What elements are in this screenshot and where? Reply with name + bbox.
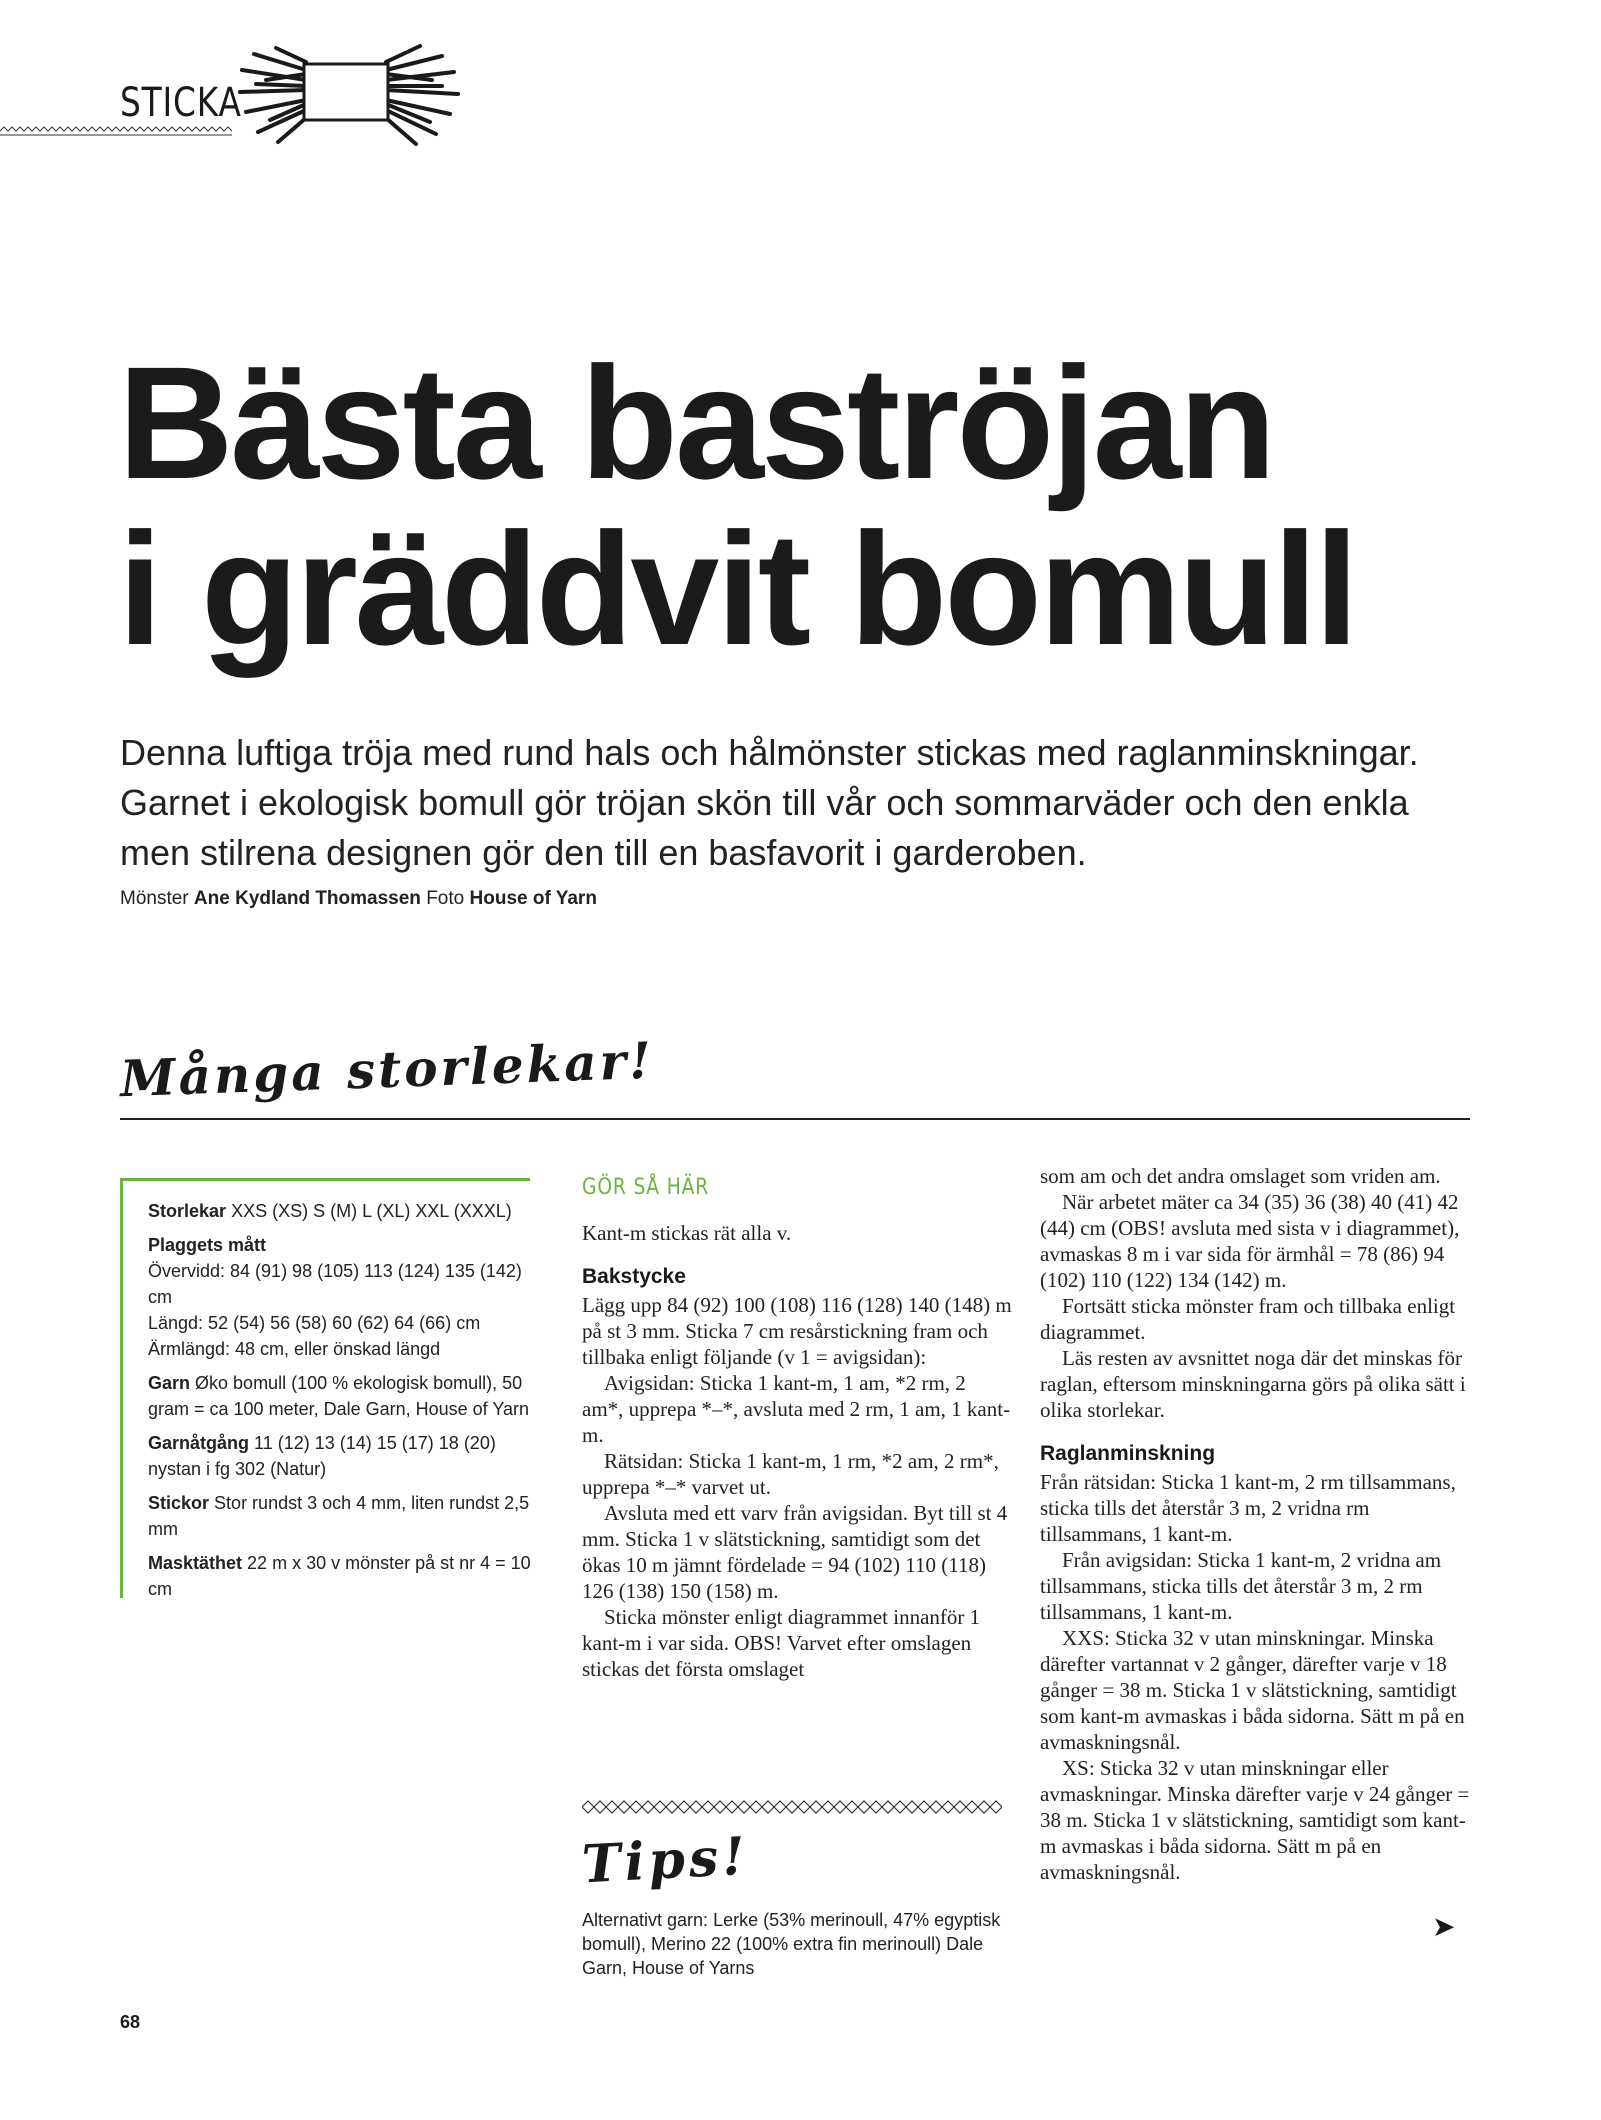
fact-label: Garn xyxy=(148,1373,191,1393)
fact-value: Øko bomull (100 % ekologisk bomull), 50 gram = ca 100 meter, Dale Garn, House of Yarn xyxy=(148,1373,530,1419)
fact-label: Plaggets mått xyxy=(148,1235,267,1255)
tips-heading: Tips! xyxy=(580,1825,751,1896)
paragraph: Rätsidan: Sticka 1 kant-m, 1 rm, *2 am, 2 rm*, upprepa *–* varvet ut. xyxy=(582,1449,999,1499)
instructions-lead: Kant-m stickas rät alla v. xyxy=(582,1221,792,1245)
photo-label: Foto xyxy=(426,888,465,909)
pattern-author: Ane Kydland Thomassen xyxy=(193,888,421,909)
fact-yarn xyxy=(148,1370,538,1422)
fact-label: Storlekar xyxy=(148,1201,227,1221)
paragraph: XXS: Sticka 32 v utan minskningar. Minska därefter vartannat v 2 gånger, därefter varje v 18 gånger = 38 m. Sticka 1 v slätstickning, samtidigt som kant-m avmaskas i båda sidorna. Sätt m på en avmaskningsnål. xyxy=(1040,1626,1465,1754)
fact-label: Stickor xyxy=(148,1493,210,1513)
raglan-heading: Raglanminskning xyxy=(1040,1442,1216,1465)
paragraph: Sticka mönster enligt diagrammet innanför 1 kant-m i var sida. OBS! Varvet efter omslagen stickas det första omslaget xyxy=(582,1605,981,1681)
paragraph: Avsluta med ett varv från avigsidan. Byt till st 4 mm. Sticka 1 v slätstickning, samtidigt som det ökas 10 m jämnt fördelade = 94 (102) 110 (118) 126 (138) 150 (158) m. xyxy=(582,1501,1008,1603)
paragraph: Från avigsidan: Sticka 1 kant-m, 2 vridna am tillsammans, sticka tills det återstår 3 m, 2 rm tillsammans, 1 kant-m. xyxy=(1040,1548,1442,1624)
zigzag-divider xyxy=(582,1800,1002,1814)
fact-gauge xyxy=(148,1550,538,1602)
fact-needles xyxy=(148,1490,538,1542)
fact-chest: Övervidd: 84 (91) 98 (105) 113 (124) 135 (142) cm xyxy=(148,1261,522,1307)
paragraph: Lägg upp 84 (92) 100 (108) 116 (128) 140 (148) m på st 3 mm. Sticka 7 cm resårstickning fram och tillbaka enligt följande (v 1 = avigsidan): xyxy=(582,1293,1012,1369)
fact-label: Garnåtgång xyxy=(148,1433,250,1453)
fact-value: XXS (XS) S (M) L (XL) XXL (XXXL) xyxy=(231,1201,512,1221)
page-number: 68 xyxy=(120,2012,141,2032)
fact-yarn-amount xyxy=(148,1430,538,1482)
paragraph: som am och det andra omslaget som vriden am. xyxy=(1040,1164,1441,1188)
fact-length: Längd: 52 (54) 56 (58) 60 (62) 64 (66) cm xyxy=(148,1313,481,1333)
fact-sizes xyxy=(148,1198,538,1224)
paragraph: Avigsidan: Sticka 1 kant-m, 1 am, *2 rm, 2 am*, upprepa *–*, avsluta med 2 rm, 1 am, 1 kant-m. xyxy=(582,1371,1011,1447)
pattern-label: Mönster xyxy=(120,888,189,909)
divider-line xyxy=(120,1118,1470,1120)
fact-label: Masktäthet xyxy=(148,1553,243,1573)
facts-box xyxy=(148,1198,538,1610)
fact-value: 22 m x 30 v mönster på st nr 4 = 10 cm xyxy=(148,1553,531,1599)
sizes-heading: Många storlekar! xyxy=(119,1030,655,1109)
fact-measurements xyxy=(148,1232,538,1362)
article-title xyxy=(118,333,1518,678)
section-label: STICKA xyxy=(120,80,242,126)
instructions-column-2 xyxy=(1040,1163,1470,1885)
article-credits xyxy=(120,888,597,910)
fact-value: Stor rundst 3 och 4 mm, liten rundst 2,5 mm xyxy=(148,1493,530,1539)
paragraph: Läs resten av avsnittet noga där det minskas för raglan, eftersom minskningarna görs på olika sätt i olika storlekar. xyxy=(1040,1346,1466,1422)
paragraph: Fortsätt sticka mönster fram och tillbaka enligt diagrammet. xyxy=(1040,1294,1456,1344)
continue-arrow-icon: ➤ xyxy=(1432,1911,1456,1942)
instructions-heading: GÖR SÅ HÄR xyxy=(582,1175,710,1200)
yarn-skein-icon xyxy=(236,40,460,150)
article-intro: Denna luftiga tröja med rund hals och hålmönster stickas med raglanminskningar. Garnet i ekologisk bomull gör tröjan skön till vår och sommarväder och den enkla men stilrena designen gör den till en basfavorit i garderoben. xyxy=(120,732,1419,873)
fact-value: 11 (12) 13 (14) 15 (17) 18 (20) nystan i fg 302 (Natur) xyxy=(148,1433,496,1479)
title-line-2: i gräddvit bomull xyxy=(118,499,1356,678)
instructions-column-1 xyxy=(582,1220,1012,1682)
paragraph: XS: Sticka 32 v utan minskningar eller avmaskningar. Minska därefter varje v 24 gånger = 38 m. Sticka 1 v slätstickning, samtidigt som kant-m avmaskas i båda sidorna. Sätt m på en avmaskningsnål. xyxy=(1040,1756,1470,1884)
facts-box-border-left xyxy=(120,1178,123,1598)
paragraph: Från rätsidan: Sticka 1 kant-m, 2 rm tillsammans, sticka tills det återstår 3 m, 2 vridna rm tillsammans, 1 kant-m. xyxy=(1040,1470,1456,1546)
paragraph: När arbetet mäter ca 34 (35) 36 (38) 40 (41) 42 (44) cm (OBS! avsluta med sista v i diagrammet), avmaskas 8 m i var sida för ärmhål = 78 (86) 94 (102) 110 (122) 134 (142) m. xyxy=(1040,1190,1460,1292)
tips-text: Alternativt garn: Lerke (53% merinoull, 47% egyptisk bomull), Merino 22 (100% extra fin merinoull) Dale Garn, House of Yarns xyxy=(582,1910,1001,1978)
back-piece-heading: Bakstycke xyxy=(582,1265,686,1288)
fact-sleeve: Ärmlängd: 48 cm, eller önskad längd xyxy=(148,1339,441,1359)
photo-credit: House of Yarn xyxy=(469,888,597,909)
title-line-1: Bästa baströjan xyxy=(118,333,1274,512)
zigzag-rule xyxy=(0,126,232,136)
facts-box-border-top xyxy=(120,1178,530,1181)
